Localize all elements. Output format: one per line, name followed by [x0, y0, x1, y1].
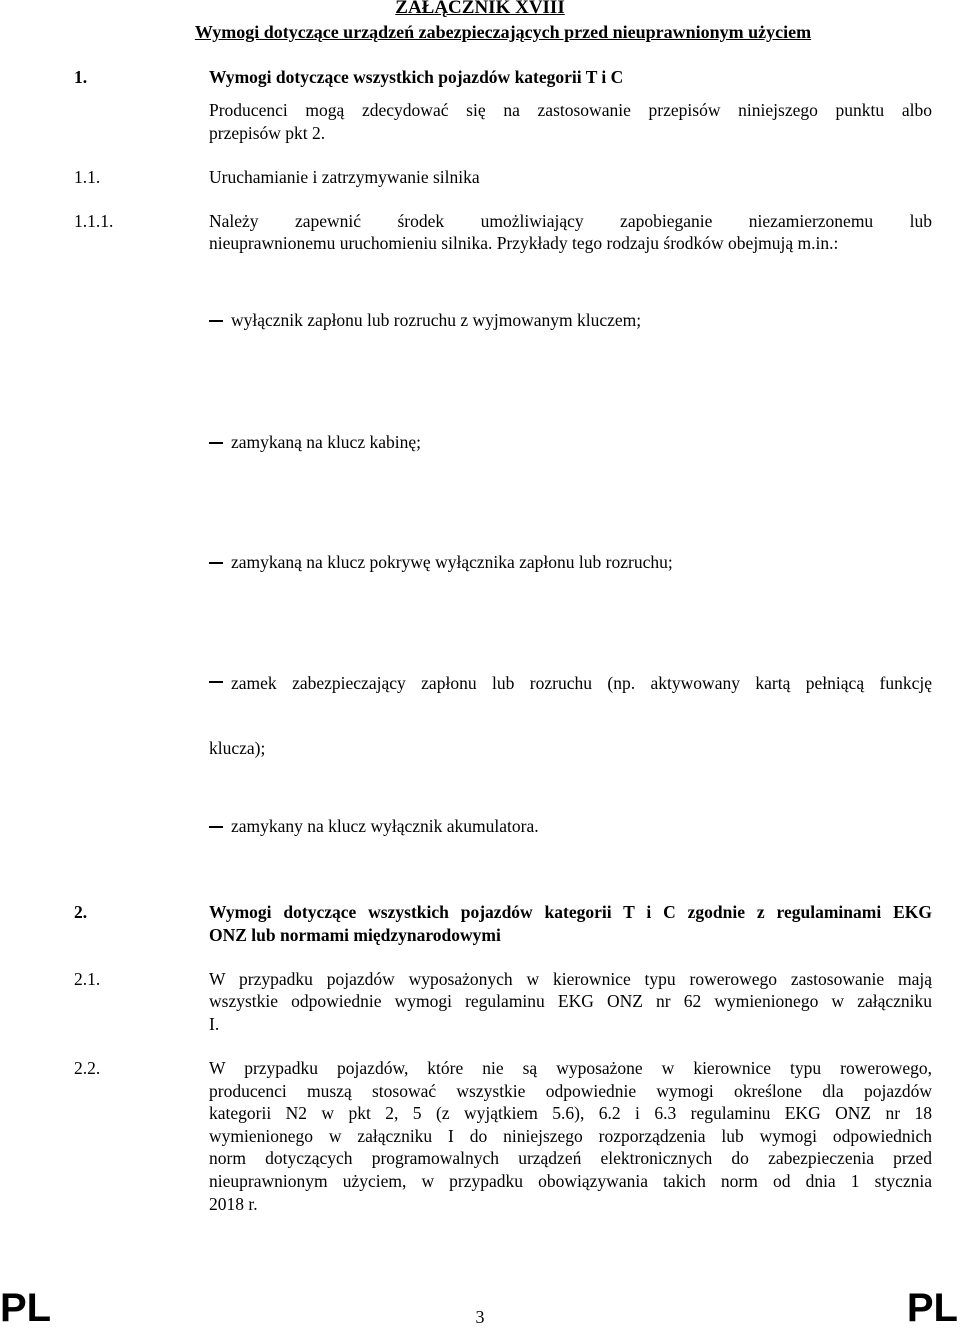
section2-number: 2. [74, 902, 88, 922]
bullet-item [209, 431, 421, 454]
bullet-item [209, 815, 539, 838]
footer-language-left: PL [0, 1286, 52, 1330]
section1-number: 1. [74, 67, 88, 87]
paragraph-2-1-line2: wszystkie odpowiednie wymogi regulaminu EKG ONZ nr 62 wymienionego w załączniku [209, 991, 932, 1011]
dash-icon [209, 562, 223, 564]
item-text-line2: nieuprawnionemu uruchomieniu silnika. Przykłady tego rodzaju środków obejmują m.in.: [209, 233, 839, 253]
dash-icon [209, 826, 223, 828]
paragraph-2-2-line3: kategorii N2 w pkt 2, 5 (z wyjątkiem 5.6), 6.2 i 6.3 regulaminu EKG ONZ nr 18 [209, 1103, 932, 1123]
paragraph-2-2-line7: 2018 r. [209, 1194, 258, 1214]
bullet-item [209, 672, 932, 695]
paragraph-2-2-line2: producenci muszą stosować wszystkie odpowiednie wymogi określone dla pojazdów [209, 1081, 932, 1101]
item-number: 1.1.1. [74, 211, 114, 231]
annex-title: ZAŁĄCZNIK XVIII [395, 0, 565, 18]
bullet-text: zamykany na klucz wyłącznik akumulatora. [231, 816, 539, 836]
section1-title: Wymogi dotyczące wszystkich pojazdów kategorii T i C [209, 67, 624, 87]
bullet-text: zamykaną na klucz kabinę; [231, 432, 421, 452]
paragraph-2-1-number: 2.1. [74, 969, 101, 989]
bullet-text: wyłącznik zapłonu lub rozruchu z wyjmowanym kluczem; [231, 310, 642, 330]
bullet-text: zamek zabezpieczający zapłonu lub rozruchu (np. aktywowany kartą pełniącą funkcję [231, 673, 932, 693]
dash-icon [209, 442, 223, 444]
dash-icon [209, 320, 223, 322]
section1-intro-line2: przepisów pkt 2. [209, 123, 326, 143]
annex-subtitle: Wymogi dotyczące urządzeń zabezpieczających przed nieuprawnionym użyciem [194, 22, 812, 42]
subsection-title: Uruchamianie i zatrzymywanie silnika [209, 167, 480, 187]
paragraph-2-2-line5: norm dotyczących programowalnych urządzeń elektronicznych do zabezpieczenia przed [209, 1148, 932, 1168]
dash-icon [209, 681, 223, 683]
bullet-text: zamykaną na klucz pokrywę wyłącznika zapłonu lub rozruchu; [231, 552, 673, 572]
paragraph-2-2-number: 2.2. [74, 1058, 101, 1078]
paragraph-2-2-line4: wymienionego w załączniku I do niniejszego rozporządzenia lub wymogi odpowiednich [209, 1126, 932, 1146]
bullet-text-continuation: klucza); [209, 738, 266, 758]
paragraph-2-2-line6: nieuprawnionym użyciem, w przypadku obowiązywania takich norm od dnia 1 stycznia [209, 1171, 932, 1191]
paragraph-2-2-line1: W przypadku pojazdów, które nie są wyposażone w kierownice typu rowerowego, [209, 1058, 932, 1078]
bullet-item [209, 309, 641, 332]
subsection-number: 1.1. [74, 167, 101, 187]
bullet-item [209, 551, 673, 574]
footer-language-right: PL [906, 1286, 958, 1330]
section2-title-line2: ONZ lub normami międzynarodowymi [209, 925, 501, 945]
section1-intro-line1: Producenci mogą zdecydować się na zastosowanie przepisów niniejszego punktu albo [209, 100, 932, 120]
paragraph-2-1-line3: I. [209, 1014, 220, 1034]
item-text-line1: Należy zapewnić środek umożliwiający zapobieganie niezamierzonemu lub [209, 211, 932, 231]
page-number: 3 [475, 1307, 485, 1327]
section2-title-line1: Wymogi dotyczące wszystkich pojazdów kategorii T i C zgodnie z regulaminami EKG [209, 902, 932, 922]
paragraph-2-1-line1: W przypadku pojazdów wyposażonych w kierownice typu rowerowego zastosowanie mają [209, 969, 932, 989]
